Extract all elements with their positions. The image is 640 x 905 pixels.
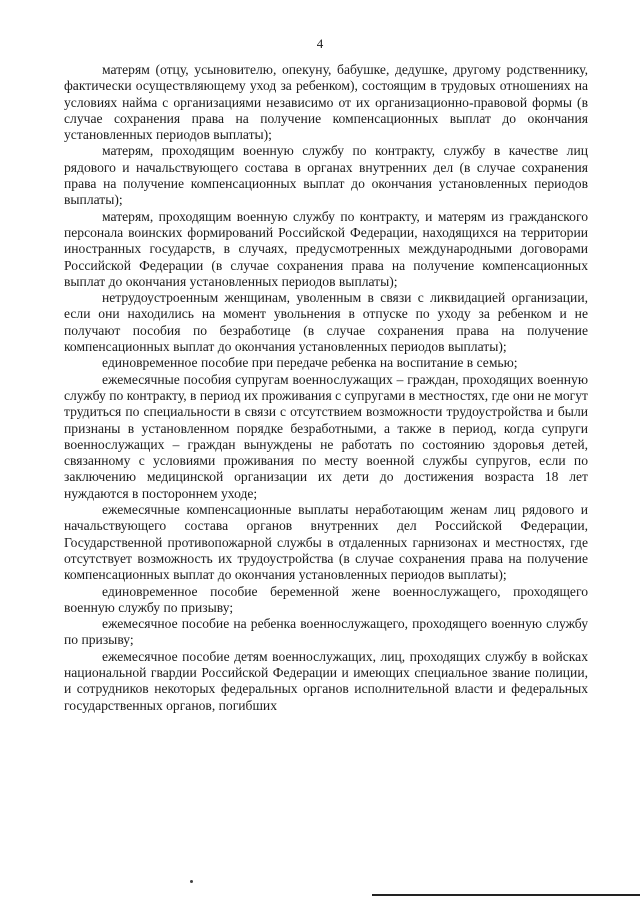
paragraph-pregnant-wife-conscript: единовременное пособие беременной жене военнослужащего, проходящего военную службу по призыву; xyxy=(64,583,588,615)
page-number: 4 xyxy=(316,36,324,51)
paragraph-lump-sum-adoption: единовременное пособие при передаче ребенка на воспитание в семью; xyxy=(102,355,518,371)
paragraph-children-of-fallen: ежемесячное пособие детям военнослужащих, лиц, проходящих службу в войсках национальной гвардии Российской Федерации и имеющих специальное звание полиции, и сотрудников некоторых федеральных органов исполнительной власти и федеральных государственных органов, погибших xyxy=(64,648,588,713)
footer-rule xyxy=(372,894,640,896)
paragraph-unemployed-women: нетрудоустроенным женщинам, уволенным в связи с ликвидацией организации, если они находились на момент увольнения в отпуске по уходу за ребенком и не получают пособия по безработице (в случае сохранения права на получение компенсационных выплат до окончания установленных периодов выплаты); xyxy=(64,290,588,355)
paragraph-wives-internal-affairs: ежемесячные компенсационные выплаты неработающим женам лиц рядового и начальствующего состава органов внутренних дел Российской Федерации, Государственной противопожарной службы в отдаленных гарнизонах и местностях, где отсутствует возможность их трудоустройства (в случае сохранения права на получение компенсационных выплат до окончания установленных периодов выплаты); xyxy=(64,502,588,583)
paragraph-mothers-military-contract: матерям, проходящим военную службу по контракту, службу в качестве лиц рядового и начальствующего состава в органах внутренних дел (в случае сохранения права на получение компенсационных выплат до окончания установленных периодов выплаты); xyxy=(64,143,588,208)
paragraph-mothers-employed: матерям (отцу, усыновителю, опекуну, бабушке, дедушке, другому родственнику, фактически осуществляющему уход за ребенком), состоящим в трудовых отношениях на условиях найма с организациями независимо от их организационно-правовой формы (в случае сохранения права на получение компенсационных выплат до окончания установленных периодов выплаты); xyxy=(64,62,588,143)
paragraph-mothers-abroad: матерям, проходящим военную службу по контракту, и матерям из гражданского персонала воинских формирований Российской Федерации, находящихся на территории иностранных государств, в случаях, предусмотренных международными договорами Российской Федерации (в случае сохранения права на получение компенсационных выплат до окончания установленных периодов выплаты); xyxy=(64,208,588,289)
document-body xyxy=(64,62,588,714)
paragraph-spouses-servicemen: ежемесячные пособия супругам военнослужащих – граждан, проходящих военную службу по контракту, в период их проживания с супругами в местностях, где они не могут трудиться по специальности в связи с отсутствием возможности трудоустройства и были признаны в установленном порядке безработными, а также в период, когда супруги военнослужащих – граждан вынуждены не работать по состоянию здоровья детей, связанному с условиями проживания по месту военной службы супругов, если по заключению медицинской организации их дети до достижения возраста 18 лет нуждаются в постороннем уходе; xyxy=(64,371,588,501)
scan-speck xyxy=(190,880,193,883)
paragraph-child-of-conscript: ежемесячное пособие на ребенка военнослужащего, проходящего военную службу по призыву; xyxy=(64,616,588,648)
